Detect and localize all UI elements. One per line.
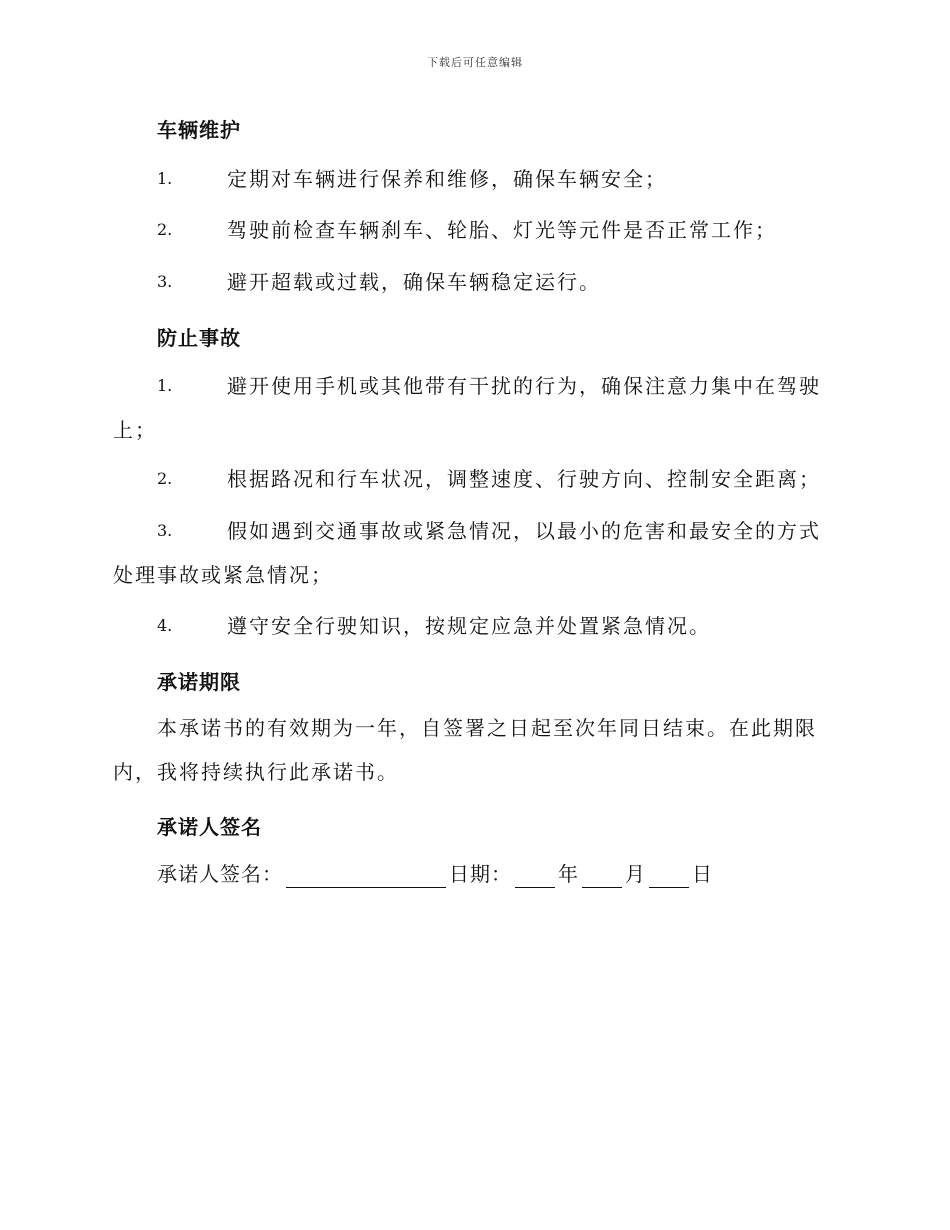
signer-label: 承诺人签名：: [157, 862, 283, 886]
year-label: 年: [558, 862, 579, 886]
section-title-commitment-period: 承诺期限: [157, 670, 241, 694]
commitment-period-paragraph: 本承诺书的有效期为一年，自签署之日起至次年同日结束。在此期限内，我将持续执行此承诺书。: [113, 716, 817, 784]
header-note: 下载后可任意编辑: [427, 56, 523, 69]
section-title-signature: 承诺人签名: [157, 815, 262, 839]
list-item-number: 2.: [157, 469, 173, 488]
list-item-text: 假如遇到交通事故或紧急情况，以最小的危害和最安全的方式处理事故或紧急情况；: [113, 519, 821, 587]
section-title-vehicle-maintenance: 车辆维护: [157, 118, 241, 142]
list-item-text: 遵守安全行驶知识，按规定应急并处置紧急情况。: [227, 614, 711, 638]
signer-name-field[interactable]: [286, 867, 446, 888]
year-field[interactable]: [515, 867, 555, 888]
list-item-number: 3.: [157, 521, 173, 540]
day-field[interactable]: [649, 867, 689, 888]
list-item-number: 1.: [157, 169, 173, 188]
list-item: [113, 260, 833, 304]
day-label: 日: [692, 862, 713, 886]
list-item-text: 根据路况和行车状况，调整速度、行驶方向、控制安全距离；: [227, 467, 821, 491]
list-item: [113, 208, 833, 252]
list-item: [113, 509, 833, 597]
month-label: 月: [625, 862, 646, 886]
date-label: 日期：: [449, 862, 512, 886]
list-item-number: 4.: [157, 616, 173, 635]
list-item: [113, 457, 833, 501]
list-item: [113, 604, 833, 648]
list-item-text: 定期对车辆进行保养和维修，确保车辆安全；: [227, 167, 667, 191]
list-item: [113, 157, 833, 201]
list-item-number: 2.: [157, 220, 173, 239]
signature-line: [157, 860, 713, 888]
list-item-text: 驾驶前检查车辆刹车、轮胎、灯光等元件是否正常工作；: [227, 218, 777, 242]
list-item-text: 避开超载或过载，确保车辆稳定运行。: [227, 270, 601, 294]
list-item-text: 避开使用手机或其他带有干扰的行为，确保注意力集中在驾驶上；: [113, 374, 821, 442]
list-item: [113, 364, 833, 452]
list-item-number: 3.: [157, 272, 173, 291]
month-field[interactable]: [582, 867, 622, 888]
section-title-accident-prevention: 防止事故: [157, 326, 241, 350]
list-item-number: 1.: [157, 376, 173, 395]
